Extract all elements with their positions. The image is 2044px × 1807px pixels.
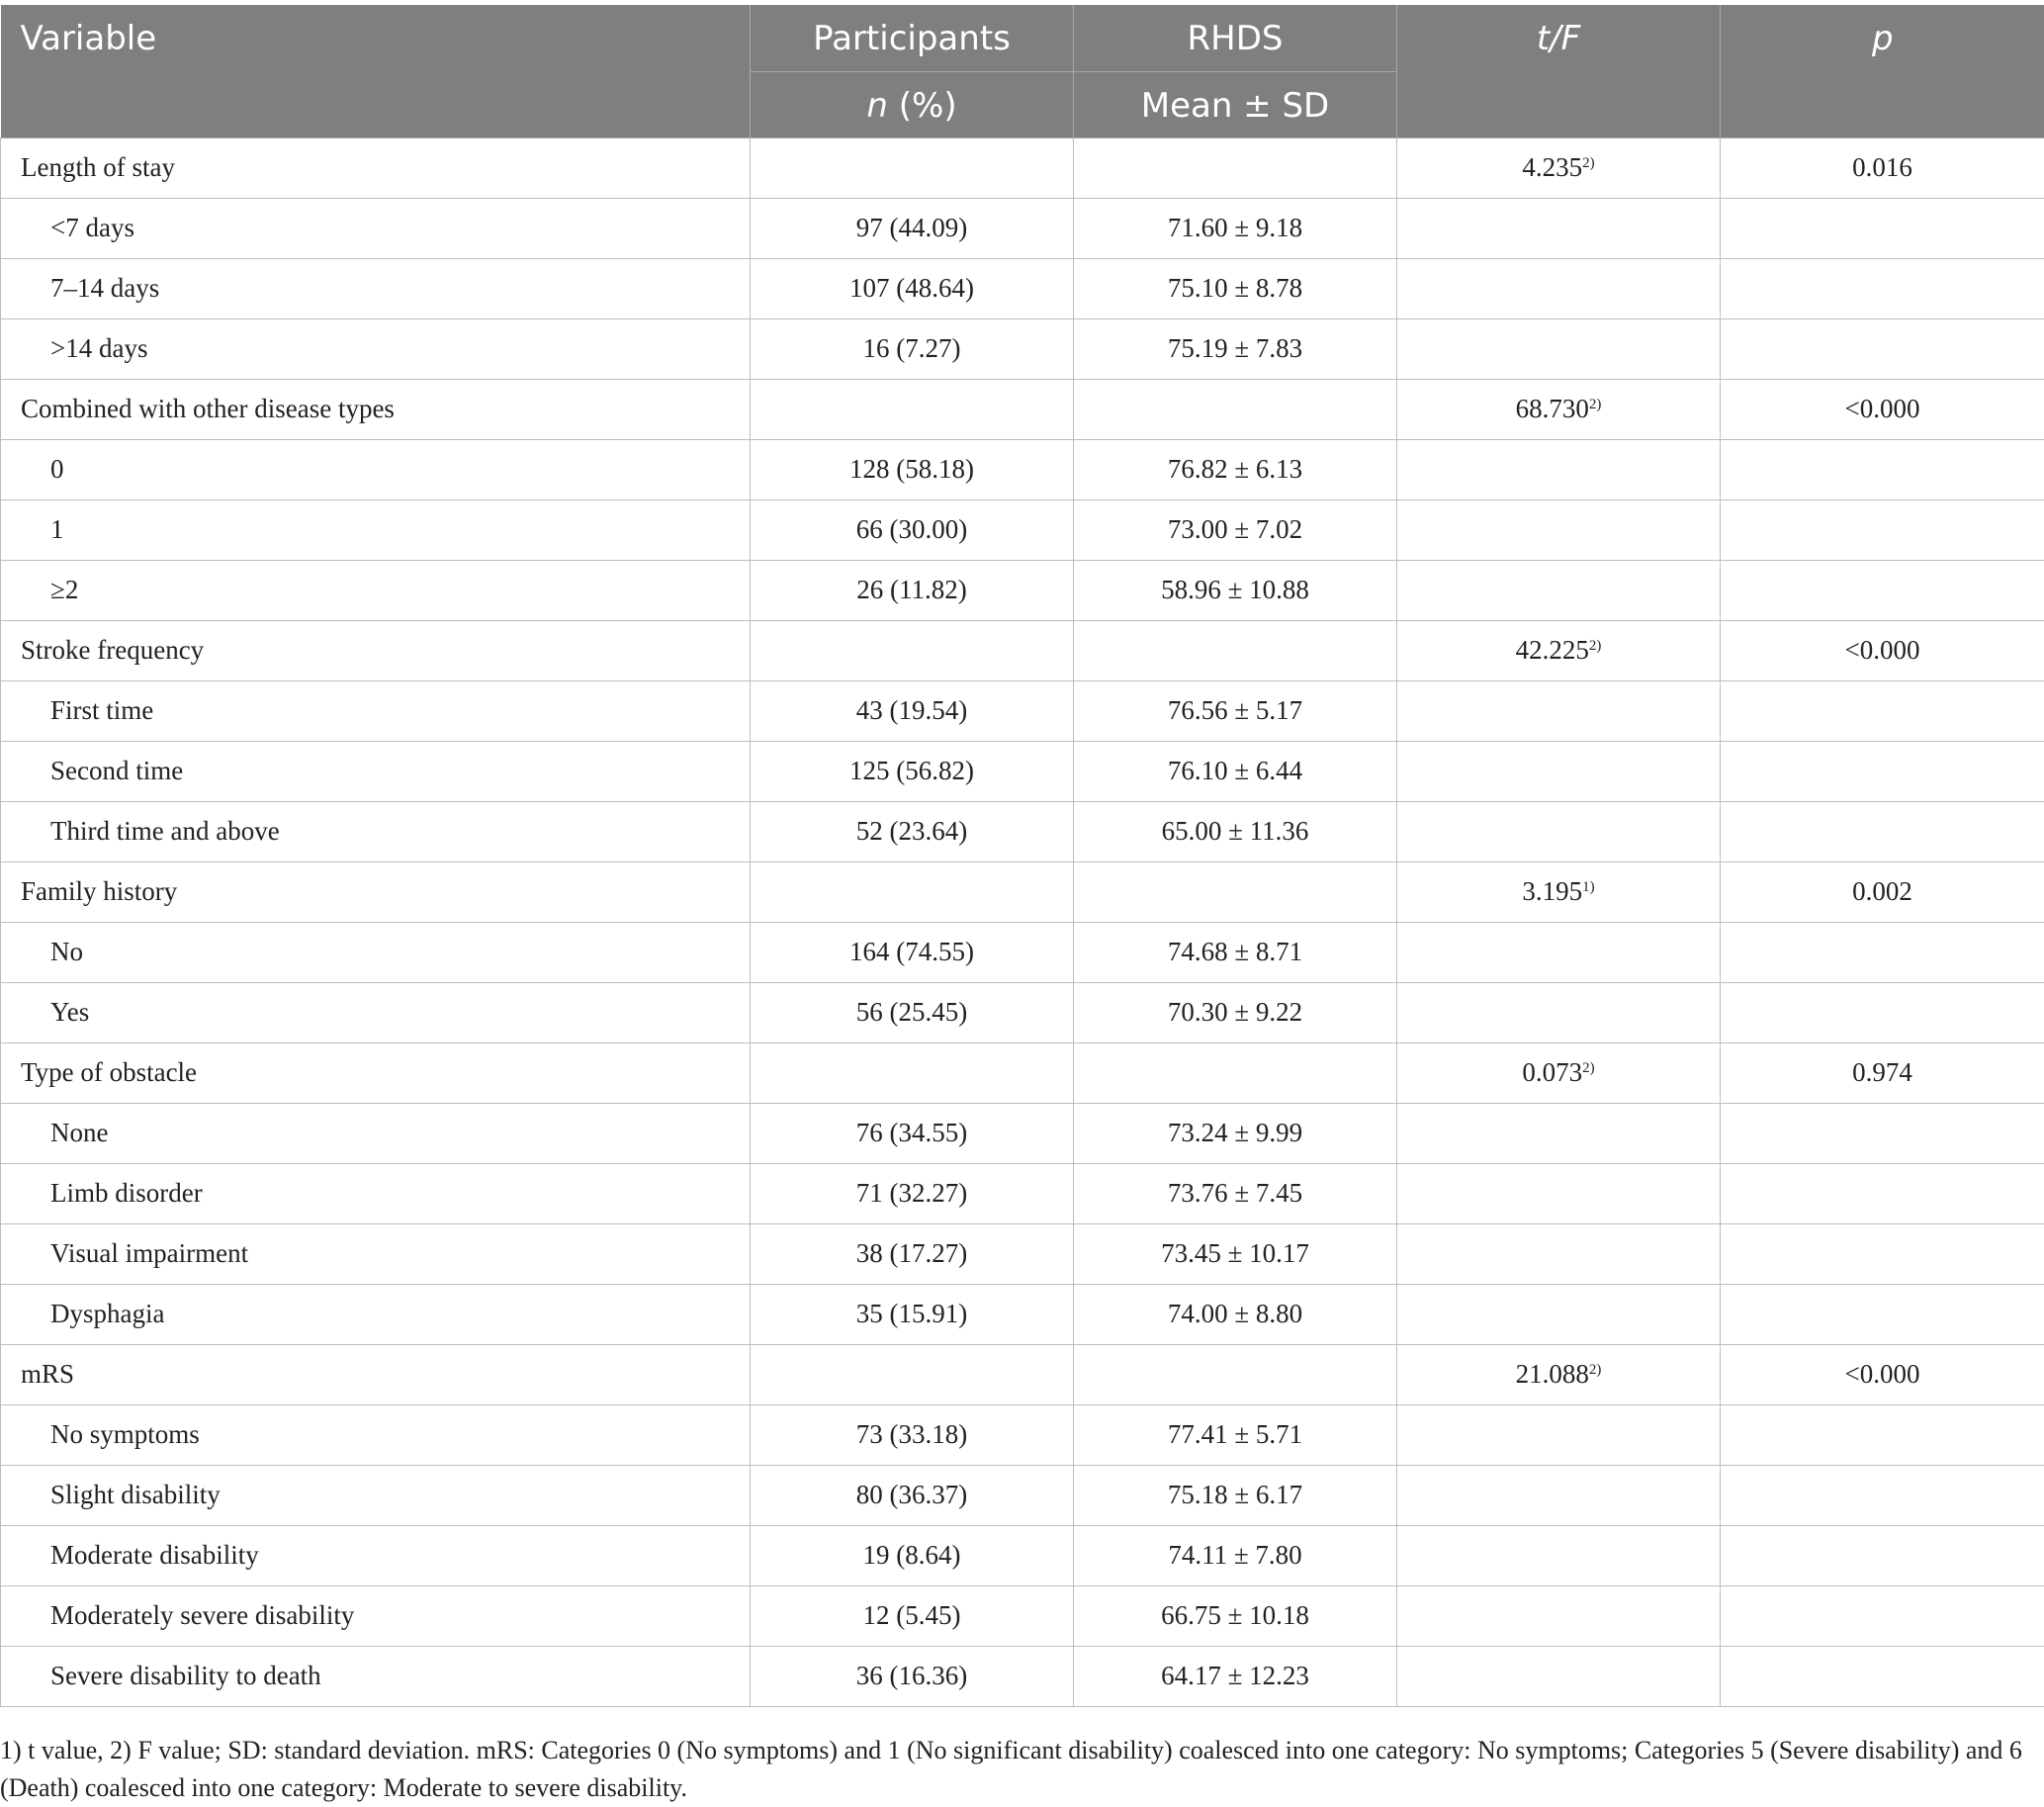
table-row-subcategory [1, 1404, 2044, 1465]
cell-rhds [1074, 680, 1397, 741]
cell-rhds [1074, 560, 1397, 620]
cell-tf [1397, 560, 1721, 620]
cell-variable-text: Visual impairment [50, 1238, 249, 1268]
table-row-variable [1, 861, 2044, 922]
cell-p-text: <0.000 [1844, 394, 1920, 423]
cell-participants [751, 137, 1074, 198]
cell-rhds [1074, 1525, 1397, 1585]
cell-rhds [1074, 982, 1397, 1042]
cell-variable-text: Moderate disability [50, 1540, 259, 1570]
cell-p [1721, 982, 2044, 1042]
cell-variable [1, 861, 751, 922]
cell-tf [1397, 1103, 1721, 1163]
cell-tf [1397, 982, 1721, 1042]
cell-p [1721, 680, 2044, 741]
cell-rhds-text: 76.82 ± 6.13 [1167, 454, 1303, 484]
table-row-subcategory [1, 1525, 2044, 1585]
cell-participants-text: 66 (30.00) [855, 514, 968, 544]
table-row-variable [1, 1042, 2044, 1103]
header-n-italic: n [866, 85, 888, 126]
cell-variable [1, 1404, 751, 1465]
header-variable: Variable [1, 5, 751, 137]
cell-tf [1397, 1404, 1721, 1465]
cell-p [1721, 1465, 2044, 1525]
cell-variable-text: No symptoms [50, 1419, 200, 1449]
cell-participants [751, 620, 1074, 680]
cell-tf [1397, 379, 1721, 439]
table-row-variable [1, 620, 2044, 680]
cell-rhds-text: 74.00 ± 8.80 [1167, 1299, 1303, 1328]
cell-p [1721, 861, 2044, 922]
cell-participants-text: 125 (56.82) [849, 756, 974, 785]
cell-participants [751, 801, 1074, 861]
cell-p-text: <0.000 [1844, 1359, 1920, 1389]
cell-participants [751, 1646, 1074, 1706]
cell-tf [1397, 258, 1721, 318]
cell-rhds-text: 74.68 ± 8.71 [1167, 937, 1303, 966]
cell-rhds [1074, 499, 1397, 560]
cell-tf [1397, 1344, 1721, 1404]
cell-p [1721, 1646, 2044, 1706]
cell-variable [1, 982, 751, 1042]
cell-variable-text: Third time and above [50, 816, 280, 846]
table-body [1, 137, 2044, 1706]
cell-variable-text: Type of obstacle [21, 1057, 198, 1087]
cell-p [1721, 1163, 2044, 1223]
cell-variable-text: Dysphagia [50, 1299, 165, 1328]
cell-variable-text: Family history [21, 876, 178, 906]
cell-variable-text: Stroke frequency [21, 635, 205, 665]
cell-variable [1, 922, 751, 982]
cell-tf [1397, 1163, 1721, 1223]
cell-participants [751, 741, 1074, 801]
cell-tf-text: 21.088 [1515, 1359, 1589, 1389]
cell-tf [1397, 318, 1721, 379]
cell-participants-text: 19 (8.64) [862, 1540, 961, 1570]
cell-variable [1, 198, 751, 258]
cell-tf [1397, 1223, 1721, 1284]
cell-participants-text: 164 (74.55) [849, 937, 974, 966]
cell-p-text: <0.000 [1844, 635, 1920, 665]
table-row-variable [1, 1344, 2044, 1404]
cell-p [1721, 922, 2044, 982]
cell-tf [1397, 741, 1721, 801]
footnote-marker: 2) [1588, 1362, 1602, 1378]
cell-participants [751, 1223, 1074, 1284]
cell-participants [751, 1585, 1074, 1646]
cell-participants [751, 379, 1074, 439]
cell-variable [1, 801, 751, 861]
cell-tf [1397, 1284, 1721, 1344]
data-table-container [0, 5, 2044, 1707]
cell-participants-text: 56 (25.45) [855, 997, 968, 1027]
cell-rhds-text: 66.75 ± 10.18 [1161, 1600, 1309, 1630]
cell-variable [1, 439, 751, 499]
table-row-variable [1, 137, 2044, 198]
cell-rhds [1074, 258, 1397, 318]
cell-participants [751, 1103, 1074, 1163]
cell-tf [1397, 1525, 1721, 1585]
cell-participants [751, 258, 1074, 318]
cell-rhds-text: 73.76 ± 7.45 [1167, 1178, 1303, 1208]
cell-variable-text: mRS [21, 1359, 75, 1389]
cell-rhds [1074, 861, 1397, 922]
cell-rhds [1074, 198, 1397, 258]
cell-tf-text: 0.073 [1522, 1057, 1583, 1087]
cell-participants [751, 1344, 1074, 1404]
header-row-1 [1, 5, 2044, 71]
data-table [0, 5, 2044, 1707]
cell-variable [1, 1525, 751, 1585]
cell-tf [1397, 198, 1721, 258]
cell-rhds-text: 75.18 ± 6.17 [1167, 1480, 1303, 1509]
cell-variable [1, 1042, 751, 1103]
cell-p [1721, 1585, 2044, 1646]
table-row-subcategory [1, 1163, 2044, 1223]
cell-participants [751, 318, 1074, 379]
cell-rhds-text: 75.10 ± 8.78 [1167, 273, 1303, 303]
cell-participants [751, 1404, 1074, 1465]
cell-participants [751, 1042, 1074, 1103]
header-p: p [1721, 5, 2044, 137]
cell-tf-text: 42.225 [1515, 635, 1589, 665]
cell-p [1721, 258, 2044, 318]
cell-variable-text: Moderately severe disability [50, 1600, 355, 1630]
cell-rhds [1074, 379, 1397, 439]
cell-participants-text: 80 (36.37) [855, 1480, 968, 1509]
cell-rhds [1074, 801, 1397, 861]
cell-participants-text: 52 (23.64) [855, 816, 968, 846]
footnote-marker: 2) [1588, 397, 1602, 412]
table-row-subcategory [1, 439, 2044, 499]
cell-variable [1, 560, 751, 620]
header-rhds: RHDS [1074, 5, 1397, 71]
cell-variable [1, 680, 751, 741]
cell-p [1721, 741, 2044, 801]
cell-variable [1, 137, 751, 198]
cell-tf [1397, 620, 1721, 680]
cell-participants-text: 35 (15.91) [855, 1299, 968, 1328]
cell-variable-text: Second time [50, 756, 184, 785]
cell-variable [1, 499, 751, 560]
cell-variable-text: Slight disability [50, 1480, 221, 1509]
footnote-marker: 2) [1582, 1060, 1595, 1076]
table-row-subcategory [1, 1223, 2044, 1284]
cell-p [1721, 1103, 2044, 1163]
cell-participants-text: 71 (32.27) [855, 1178, 968, 1208]
cell-variable [1, 1344, 751, 1404]
cell-p [1721, 1525, 2044, 1585]
cell-variable-text: Combined with other disease types [21, 394, 395, 423]
cell-p [1721, 801, 2044, 861]
cell-participants-text: 38 (17.27) [855, 1238, 968, 1268]
cell-tf [1397, 1042, 1721, 1103]
cell-variable-text: No [50, 937, 83, 966]
cell-rhds-text: 73.45 ± 10.17 [1161, 1238, 1309, 1268]
cell-participants [751, 922, 1074, 982]
cell-p [1721, 1344, 2044, 1404]
cell-tf [1397, 1465, 1721, 1525]
cell-rhds-text: 75.19 ± 7.83 [1167, 333, 1303, 363]
table-row-variable [1, 379, 2044, 439]
table-row-subcategory [1, 1646, 2044, 1706]
cell-rhds [1074, 922, 1397, 982]
cell-variable-text: None [50, 1118, 109, 1147]
cell-participants [751, 1525, 1074, 1585]
cell-variable [1, 1284, 751, 1344]
cell-p [1721, 1404, 2044, 1465]
cell-variable-text: Severe disability to death [50, 1661, 321, 1690]
cell-rhds [1074, 1042, 1397, 1103]
cell-variable-text: 7–14 days [50, 273, 160, 303]
cell-participants [751, 680, 1074, 741]
table-row-subcategory [1, 922, 2044, 982]
cell-participants [751, 560, 1074, 620]
table-row-subcategory [1, 680, 2044, 741]
cell-tf-text: 4.235 [1522, 152, 1583, 182]
cell-participants [751, 861, 1074, 922]
cell-tf-text: 68.730 [1515, 394, 1589, 423]
table-row-subcategory [1, 560, 2044, 620]
table-row-subcategory [1, 1465, 2044, 1525]
cell-variable [1, 379, 751, 439]
header-tf: t/F [1397, 5, 1721, 137]
cell-tf [1397, 680, 1721, 741]
cell-rhds-text: 76.10 ± 6.44 [1167, 756, 1303, 785]
cell-rhds [1074, 1163, 1397, 1223]
cell-p [1721, 560, 2044, 620]
table-header [1, 5, 2044, 137]
table-footnote: 1) t value, 2) F value; SD: standard deviation. mRS: Categories 0 (No symptoms) and 1 (No significant disability) coalesced into one category: No symptoms; Categories 5 (Severe disability) and 6 (Death) coalesced into one category: Moderate to severe disability. [0, 1736, 2022, 1802]
footnote-marker: 2) [1582, 155, 1595, 171]
cell-rhds [1074, 318, 1397, 379]
cell-variable [1, 620, 751, 680]
cell-p [1721, 379, 2044, 439]
header-participants-sub: n (%) [751, 71, 1074, 137]
cell-rhds [1074, 620, 1397, 680]
cell-variable [1, 1465, 751, 1525]
cell-variable [1, 1163, 751, 1223]
cell-participants-text: 12 (5.45) [862, 1600, 961, 1630]
cell-variable [1, 318, 751, 379]
cell-rhds-text: 74.11 ± 7.80 [1168, 1540, 1302, 1570]
cell-participants-text: 36 (16.36) [855, 1661, 968, 1690]
cell-variable-text: <7 days [50, 213, 134, 242]
cell-rhds-text: 58.96 ± 10.88 [1161, 575, 1309, 604]
table-row-subcategory [1, 499, 2044, 560]
table-row-subcategory [1, 1585, 2044, 1646]
cell-participants-text: 107 (48.64) [849, 273, 974, 303]
table-row-subcategory [1, 1103, 2044, 1163]
cell-tf [1397, 801, 1721, 861]
cell-participants [751, 1284, 1074, 1344]
table-row-subcategory [1, 982, 2044, 1042]
cell-variable [1, 741, 751, 801]
table-row-subcategory [1, 318, 2044, 379]
cell-rhds-text: 65.00 ± 11.36 [1161, 816, 1309, 846]
header-rhds-sub: Mean ± SD [1074, 71, 1397, 137]
cell-rhds [1074, 1284, 1397, 1344]
cell-p [1721, 439, 2044, 499]
footnote-marker: 2) [1588, 638, 1602, 654]
cell-participants [751, 439, 1074, 499]
cell-p [1721, 137, 2044, 198]
cell-variable [1, 258, 751, 318]
cell-p-text: 0.002 [1852, 876, 1912, 906]
cell-variable-text: First time [50, 695, 154, 725]
cell-rhds-text: 77.41 ± 5.71 [1167, 1419, 1303, 1449]
cell-rhds [1074, 741, 1397, 801]
cell-participants-text: 43 (19.54) [855, 695, 968, 725]
cell-tf [1397, 922, 1721, 982]
cell-tf [1397, 1585, 1721, 1646]
cell-participants-text: 97 (44.09) [855, 213, 968, 242]
cell-rhds-text: 70.30 ± 9.22 [1167, 997, 1303, 1027]
cell-participants-text: 73 (33.18) [855, 1419, 968, 1449]
cell-participants [751, 982, 1074, 1042]
cell-variable-text: ≥2 [50, 575, 79, 604]
cell-p [1721, 318, 2044, 379]
cell-tf [1397, 439, 1721, 499]
cell-rhds [1074, 1585, 1397, 1646]
cell-participants [751, 1465, 1074, 1525]
cell-variable-text: Length of stay [21, 152, 175, 182]
table-row-subcategory [1, 741, 2044, 801]
cell-rhds [1074, 1103, 1397, 1163]
header-participants: Participants [751, 5, 1074, 71]
cell-variable [1, 1646, 751, 1706]
cell-participants [751, 499, 1074, 560]
cell-rhds [1074, 439, 1397, 499]
cell-p [1721, 1284, 2044, 1344]
cell-variable-text: Yes [50, 997, 90, 1027]
cell-rhds [1074, 1344, 1397, 1404]
cell-tf [1397, 1646, 1721, 1706]
cell-rhds-text: 71.60 ± 9.18 [1167, 213, 1303, 242]
table-row-subcategory [1, 258, 2044, 318]
cell-variable-text: 1 [50, 514, 64, 544]
cell-participants [751, 198, 1074, 258]
cell-p-text: 0.016 [1852, 152, 1912, 182]
cell-variable-text: >14 days [50, 333, 148, 363]
cell-participants [751, 1163, 1074, 1223]
cell-rhds [1074, 1404, 1397, 1465]
cell-participants-text: 128 (58.18) [849, 454, 974, 484]
cell-participants-text: 76 (34.55) [855, 1118, 968, 1147]
cell-variable [1, 1223, 751, 1284]
cell-rhds-text: 73.00 ± 7.02 [1167, 514, 1303, 544]
cell-variable-text: Limb disorder [50, 1178, 203, 1208]
cell-variable [1, 1103, 751, 1163]
footnote-marker: 1) [1582, 879, 1595, 895]
cell-rhds-text: 64.17 ± 12.23 [1161, 1661, 1309, 1690]
table-row-subcategory [1, 198, 2044, 258]
table-row-subcategory [1, 1284, 2044, 1344]
cell-variable [1, 1585, 751, 1646]
cell-rhds [1074, 1646, 1397, 1706]
cell-tf [1397, 861, 1721, 922]
cell-p [1721, 620, 2044, 680]
cell-p-text: 0.974 [1852, 1057, 1912, 1087]
cell-rhds [1074, 137, 1397, 198]
cell-rhds [1074, 1223, 1397, 1284]
cell-p [1721, 1042, 2044, 1103]
cell-p [1721, 1223, 2044, 1284]
cell-rhds [1074, 1465, 1397, 1525]
cell-rhds-text: 73.24 ± 9.99 [1167, 1118, 1303, 1147]
cell-p [1721, 499, 2044, 560]
cell-participants-text: 26 (11.82) [856, 575, 967, 604]
cell-p [1721, 198, 2044, 258]
cell-tf [1397, 499, 1721, 560]
cell-variable-text: 0 [50, 454, 64, 484]
table-row-subcategory [1, 801, 2044, 861]
cell-tf-text: 3.195 [1522, 876, 1583, 906]
cell-participants-text: 16 (7.27) [862, 333, 961, 363]
cell-rhds-text: 76.56 ± 5.17 [1167, 695, 1303, 725]
cell-tf [1397, 137, 1721, 198]
